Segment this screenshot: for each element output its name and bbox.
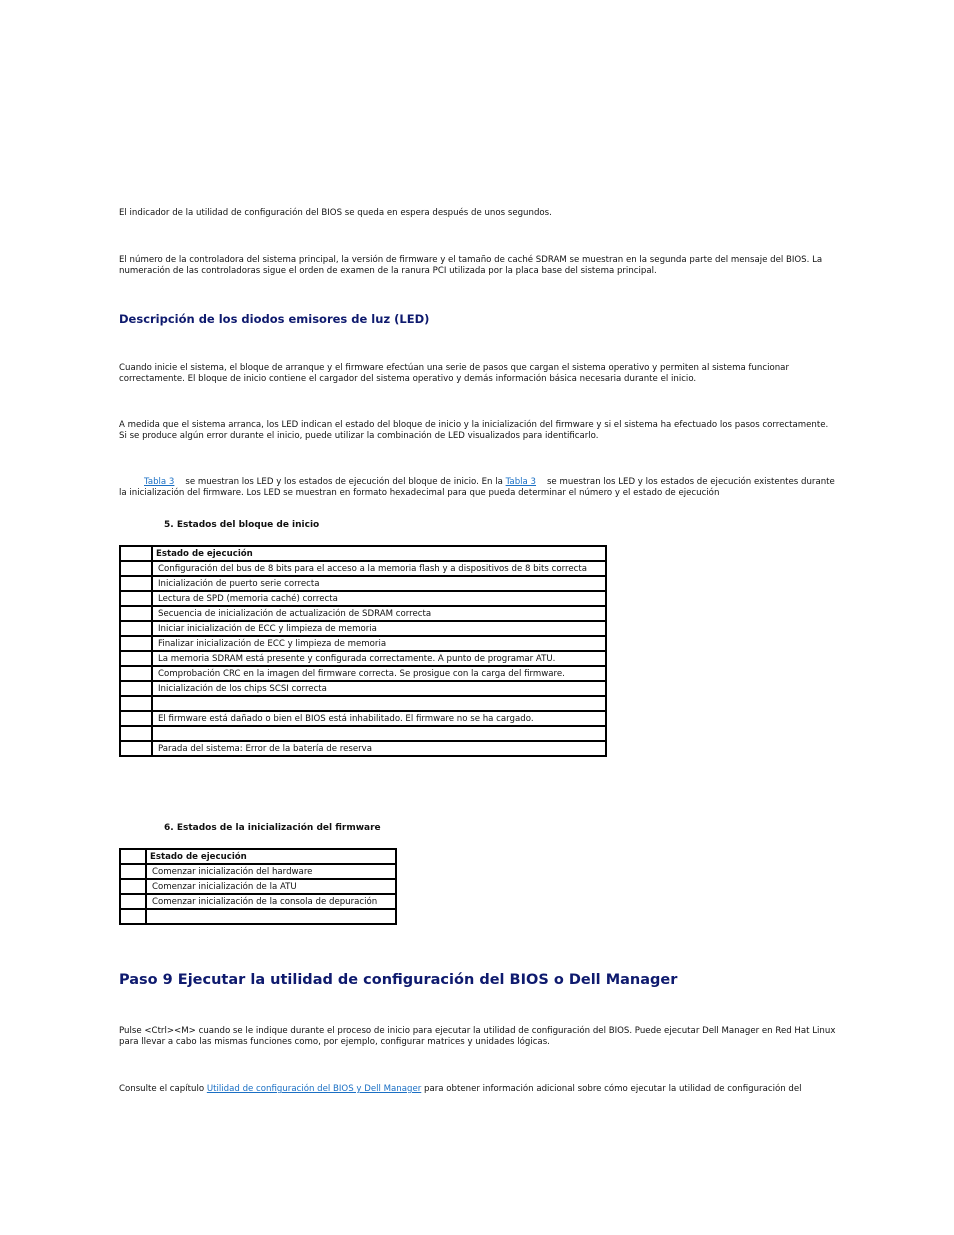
table-row: [120, 681, 606, 696]
table-header-empty: [120, 546, 152, 561]
paragraph-boot-block: Cuando inicie el sistema, el bloque de arranque y el firmware efectúan una serie de pasos que cargan el sistema operativo y permiten al sistema funcionar correctamente. El bloque de inicio contiene el cargador del sistema operativo y demás información básica necesaria durante el inicio.: [119, 363, 789, 384]
paragraph-led-states: A medida que el sistema arranca, los LED indican el estado del bloque de inicio y la inicialización del firmware y si el sistema ha efectuado los pasos correctamente. Si se produce algún error durante el inicio, puede utilizar la combinación de LED visualizados para identificarlo.: [119, 420, 829, 441]
table-header-row: [120, 546, 606, 561]
table-row: [120, 909, 396, 924]
table-cell: Comenzar inicialización del hardware: [146, 864, 396, 879]
table-row: [120, 894, 396, 909]
table-cell: Parada del sistema: Error de la batería de reserva: [152, 741, 606, 756]
firmware-init-table: [119, 848, 397, 925]
table1-caption: 5. Estados del bloque de inicio: [164, 520, 320, 530]
paragraph-see-chapter-part2: para obtener información adicional sobre cómo ejecutar la utilidad de configuración del: [424, 1084, 802, 1094]
paragraph-see-chapter-part1: Consulte el capítulo: [119, 1084, 205, 1094]
link-tabla-3-first[interactable]: Tabla 3: [144, 477, 175, 487]
paragraph-bios-wait: El indicador de la utilidad de configuración del BIOS se queda en espera después de unos segundos.: [119, 208, 552, 218]
table-cell: [152, 726, 606, 741]
table-row: [120, 696, 606, 711]
paragraph-table-refs-part2: se muestran los LED y los estados de ejecución existentes durante la inicialización del firmware. Los LED se muestran en formato hexadecimal para que pueda determinar el número y el estado de ejecución: [119, 477, 835, 498]
paragraph-table-refs: [119, 477, 837, 498]
table-row: [120, 606, 606, 621]
boot-block-table: [119, 545, 607, 757]
table2-caption: 6. Estados de la inicialización del firmware: [164, 823, 381, 833]
table-cell: Iniciar inicialización de ECC y limpieza de memoria: [152, 621, 606, 636]
table-row: [120, 576, 606, 591]
table-header-empty: [120, 849, 146, 864]
table-cell: Comenzar inicialización de la consola de depuración: [146, 894, 396, 909]
paragraph-ctrl-m: Pulse <Ctrl><M> cuando se le indique durante el proceso de inicio para ejecutar la utilidad de configuración del BIOS. Puede ejecutar Dell Manager en Red Hat Linux para llevar a cabo las mismas funciones como, por ejemplo, configurar matrices y unidades lógicas.: [119, 1026, 836, 1047]
table-row: [120, 711, 606, 726]
table-row: [120, 591, 606, 606]
table-cell: Comprobación CRC en la imagen del firmware correcta. Se prosigue con la carga del firmware.: [152, 666, 606, 681]
table-row: [120, 666, 606, 681]
table-cell: La memoria SDRAM está presente y configurada correctamente. A punto de programar ATU.: [152, 651, 606, 666]
paragraph-see-chapter: [119, 1084, 837, 1095]
table-row: [120, 636, 606, 651]
table-cell: Inicialización de puerto serie correcta: [152, 576, 606, 591]
paragraph-controller-info: El número de la controladora del sistema principal, la versión de firmware y el tamaño de caché SDRAM se muestran en la segunda parte del mensaje del BIOS. La numeración de las controladoras sigue el orden de examen de la ranura PCI utilizada por la placa base del sistema principal.: [119, 255, 823, 276]
heading-paso-9: Paso 9 Ejecutar la utilidad de configuración del BIOS o Dell Manager: [119, 972, 678, 988]
table-cell: Comenzar inicialización de la ATU: [146, 879, 396, 894]
table-cell: Configuración del bus de 8 bits para el acceso a la memoria flash y a dispositivos de 8 bits correcta: [152, 561, 606, 576]
table-cell: Finalizar inicialización de ECC y limpieza de memoria: [152, 636, 606, 651]
table-cell: Secuencia de inicialización de actualización de SDRAM correcta: [152, 606, 606, 621]
heading-led: Descripción de los diodos emisores de luz (LED): [119, 312, 430, 326]
table-row: [120, 651, 606, 666]
table-cell: Inicialización de los chips SCSI correcta: [152, 681, 606, 696]
table-row: [120, 879, 396, 894]
table-cell: [152, 696, 606, 711]
table-row: [120, 726, 606, 741]
table-row: [120, 741, 606, 756]
table-cell: El firmware está dañado o bien el BIOS está inhabilitado. El firmware no se ha cargado.: [152, 711, 606, 726]
table-header-status: Estado de ejecución: [146, 849, 396, 864]
table-cell: [146, 909, 396, 924]
table-header-status: Estado de ejecución: [152, 546, 606, 561]
table-cell: Lectura de SPD (memoria caché) correcta: [152, 591, 606, 606]
table-header-row: [120, 849, 396, 864]
table-row: [120, 864, 396, 879]
table-row: [120, 621, 606, 636]
table-row: [120, 561, 606, 576]
paragraph-table-refs-part1: se muestran los LED y los estados de ejecución del bloque de inicio. En la: [185, 477, 503, 487]
link-bios-utility-chapter[interactable]: Utilidad de configuración del BIOS y Dell Manager: [206, 1084, 422, 1094]
link-tabla-3-second[interactable]: Tabla 3: [505, 477, 537, 487]
